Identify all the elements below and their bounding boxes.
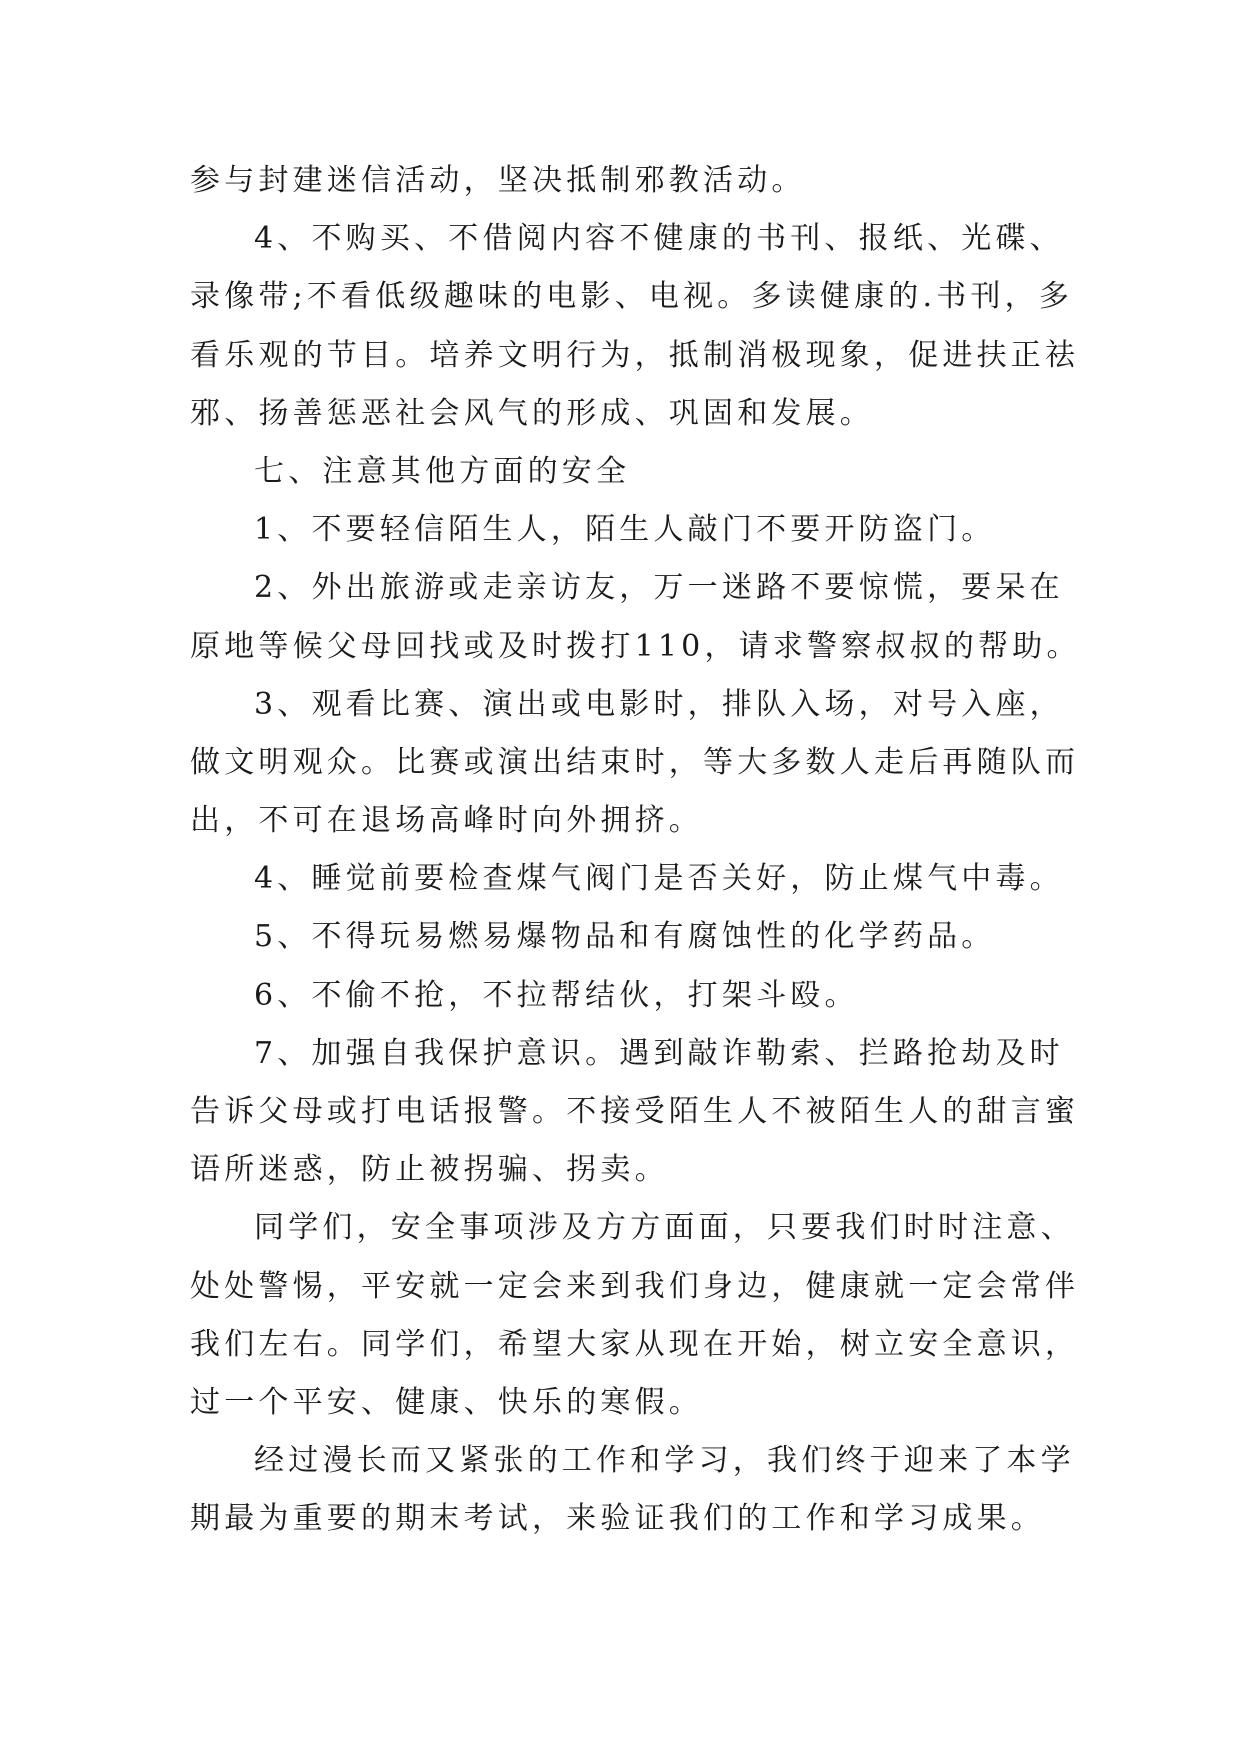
text-line: 期最为重要的期末考试，来验证我们的工作和学习成果。 <box>190 1501 1045 1537</box>
paragraph-item-2 <box>190 559 1081 675</box>
text-line: 录像带;不看低级趣味的电影、电视。多读健康的.书刊，多 <box>190 279 1074 315</box>
text-line: 过一个平安、健康、快乐的寒假。 <box>190 1384 703 1420</box>
text-line: 看乐观的节目。培养文明行为，抵制消极现象，促进扶正祛 <box>190 337 1080 373</box>
text-line: 4、不购买、不借阅内容不健康的书刊、报纸、光碟、 <box>254 221 1064 257</box>
text-line: 3、观看比赛、演出或电影时，排队入场，对号入座， <box>254 686 1064 722</box>
text-line: 7、加强自我保护意识。遇到敲诈勒索、拦路抢劫及时 <box>254 1035 1064 1071</box>
text-line: 语所迷惑，防止被拐骗、拐卖。 <box>190 1152 669 1188</box>
text-line: 5、不得玩易燃易爆物品和有腐蚀性的化学药品。 <box>254 919 996 955</box>
text-line: 原地等候父母回找或及时拨打110，请求警察叔叔的帮助。 <box>190 628 1081 664</box>
paragraph-item-3 <box>190 676 1080 851</box>
paragraph-item-7 <box>190 1025 1080 1200</box>
text-line: 经过漫长而又紧张的工作和学习，我们终于迎来了本学 <box>254 1443 1075 1479</box>
section-heading <box>190 443 1070 501</box>
text-line: 出，不可在退场高峰时向外拥挤。 <box>190 803 703 839</box>
paragraph-item-4 <box>190 850 1070 908</box>
paragraph-closing <box>190 1199 1080 1432</box>
text-line: 1、不要轻信陌生人，陌生人敲门不要开防盗门。 <box>254 512 996 548</box>
paragraph-item-5 <box>190 908 1070 966</box>
paragraph-item-4-media <box>190 210 1080 443</box>
document-body <box>190 152 1081 1549</box>
paragraph-item-1 <box>190 501 1070 559</box>
text-line: 邪、扬善惩恶社会风气的形成、巩固和发展。 <box>190 395 874 431</box>
text-line: 做文明观众。比赛或演出结束时，等大多数人走后再随队而 <box>190 744 1080 780</box>
text-line: 告诉父母或打电话报警。不接受陌生人不被陌生人的甜言蜜 <box>190 1094 1080 1129</box>
paragraph-item-6 <box>190 967 1070 1025</box>
text-line: 处处警惕，平安就一定会来到我们身边，健康就一定会常伴 <box>190 1268 1080 1304</box>
text-line: 6、不偷不抢，不拉帮结伙，打架斗殴。 <box>254 977 859 1013</box>
paragraph-exam-intro <box>190 1432 1075 1548</box>
text-line: 参与封建迷信活动，坚决抵制邪教活动。 <box>190 163 806 198</box>
text-line: 同学们，安全事项涉及方方面面，只要我们时时注意、 <box>254 1210 1075 1246</box>
paragraph-continuation <box>190 152 1070 210</box>
text-line: 七、注意其他方面的安全 <box>254 453 631 489</box>
text-line: 2、外出旅游或走亲访友，万一迷路不要惊慌，要呆在 <box>254 570 1064 606</box>
text-line: 4、睡觉前要检查煤气阀门是否关好，防止煤气中毒。 <box>254 861 1064 897</box>
text-line: 我们左右。同学们，希望大家从现在开始，树立安全意识， <box>190 1326 1080 1362</box>
